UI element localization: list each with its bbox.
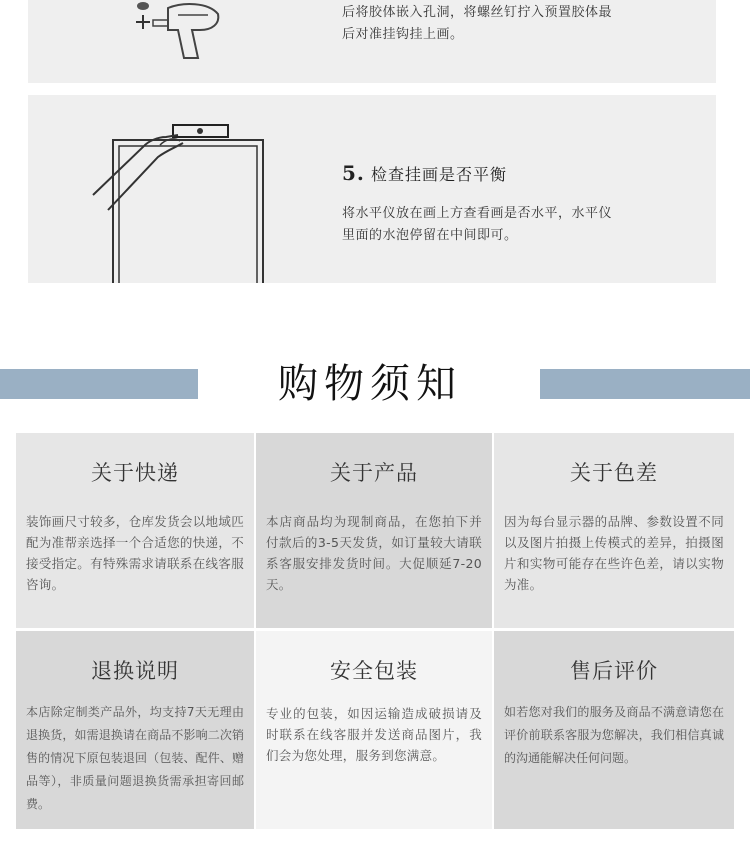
- card-color-difference: [494, 433, 734, 628]
- card-shipping: [16, 433, 254, 628]
- step5-title: 检查挂画是否平衡: [370, 165, 507, 184]
- card-body: 装饰画尺寸较多，仓库发货会以地域匹配为准帮亲选择一个合适您的快递，不接受指定。有特殊需求请联系在线客服咨询。: [26, 514, 244, 592]
- card-product: [256, 433, 492, 628]
- card-title: 售后评价: [570, 659, 658, 683]
- card-body: 因为每台显示器的品牌、参数设置不同以及图片拍摄上传模式的差异，拍摄图片和实物可能存在些许色差，请以实物为准。: [504, 514, 724, 592]
- step5-panel: [28, 95, 716, 283]
- card-body: 本店商品均为现制商品，在您拍下并付款后的3-5天发货，如订量较大请联系客服安排发货时间。大促顺延7-20天。: [266, 514, 482, 592]
- card-safe-packaging: [256, 631, 492, 829]
- card-title: 退换说明: [91, 659, 179, 683]
- step4-desc-line: 后将胶体嵌入孔洞，将螺丝钉拧入预置胶体最: [342, 5, 613, 20]
- card-title: 关于快递: [91, 461, 179, 485]
- step5-number: 5.: [342, 161, 365, 185]
- level-on-frame-illustration-icon: [88, 95, 288, 283]
- notice-bar-left: [0, 369, 198, 399]
- step5-desc-line: 将水平仪放在画上方查看画是否水平，水平仪: [342, 206, 613, 221]
- step4-panel: [28, 0, 716, 83]
- card-body: 本店除定制类产品外，均支持7天无理由退换货，如需退换请在商品不影响二次销售的情况下原包装退回（包装、配件、赠品等），非质量问题退换货需承担寄回邮费。: [26, 705, 244, 811]
- card-title: 关于产品: [330, 461, 418, 485]
- notice-title: 购物须知: [278, 361, 462, 407]
- step5-desc-line: 里面的水泡停留在中间即可。: [342, 228, 518, 243]
- drill-illustration-icon: [88, 0, 238, 83]
- step4-desc-line: 后对准挂钩挂上画。: [342, 27, 464, 42]
- card-body: 专业的包装，如因运输造成破损请及时联系在线客服并发送商品图片，我们会为您处理，服务到您满意。: [266, 706, 482, 763]
- card-after-sales-review: [494, 631, 734, 829]
- card-title: 关于色差: [570, 461, 658, 485]
- card-body: 如若您对我们的服务及商品不满意请您在评价前联系客服为您解决，我们相信真诚的沟通能解决任何问题。: [504, 705, 724, 765]
- notice-bar-right: [540, 369, 750, 399]
- card-title: 安全包装: [330, 659, 418, 683]
- card-return-policy: [16, 631, 254, 829]
